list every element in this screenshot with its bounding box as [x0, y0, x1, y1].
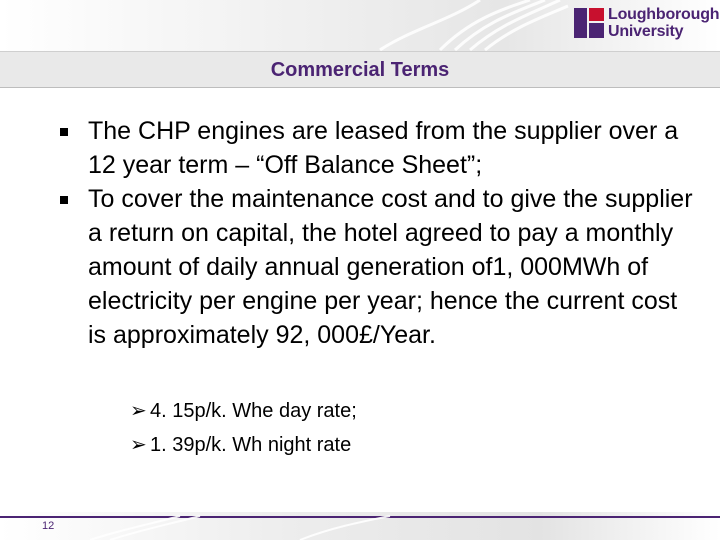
sub-bullet-item: [130, 428, 650, 462]
page-number: 12: [42, 520, 55, 532]
slide-title: [0, 58, 720, 82]
slide-title-text: Commercial Terms: [270, 59, 450, 81]
sub-bullet-list: [130, 394, 650, 462]
logo-wordmark: [608, 6, 719, 40]
bullet-text: The CHP engines are leased from the supplier over a 12 year term – “Off Balance Sheet”;: [88, 117, 679, 179]
square-bullet-icon: [60, 196, 68, 204]
arrow-bullet-icon: ➢: [130, 434, 147, 456]
bullet-item: [60, 182, 700, 352]
logo-line-2: University: [608, 23, 684, 40]
square-bullet-icon: [60, 128, 68, 136]
university-logo: [574, 6, 720, 42]
bullet-item: [60, 114, 700, 182]
bullet-text: To cover the maintenance cost and to give the supplier a return on capital, the hotel agreed to pay a monthly amount of daily annual generation of1, 000MWh of electricity per engine per year; hence the current cost is approximately 92, 000£/Year.: [88, 185, 693, 349]
sub-bullet-item: [130, 394, 650, 428]
logo-mark-icon: [574, 8, 604, 38]
sub-bullet-text: 4. 15p/k. Whe day rate;: [150, 400, 357, 422]
logo-line-1: Loughborough: [608, 6, 720, 23]
sub-bullet-text: 1. 39p/k. Wh night rate: [150, 434, 352, 456]
arrow-bullet-icon: ➢: [130, 400, 147, 422]
footer-decoration: [0, 512, 720, 540]
bullet-list: [60, 114, 700, 352]
